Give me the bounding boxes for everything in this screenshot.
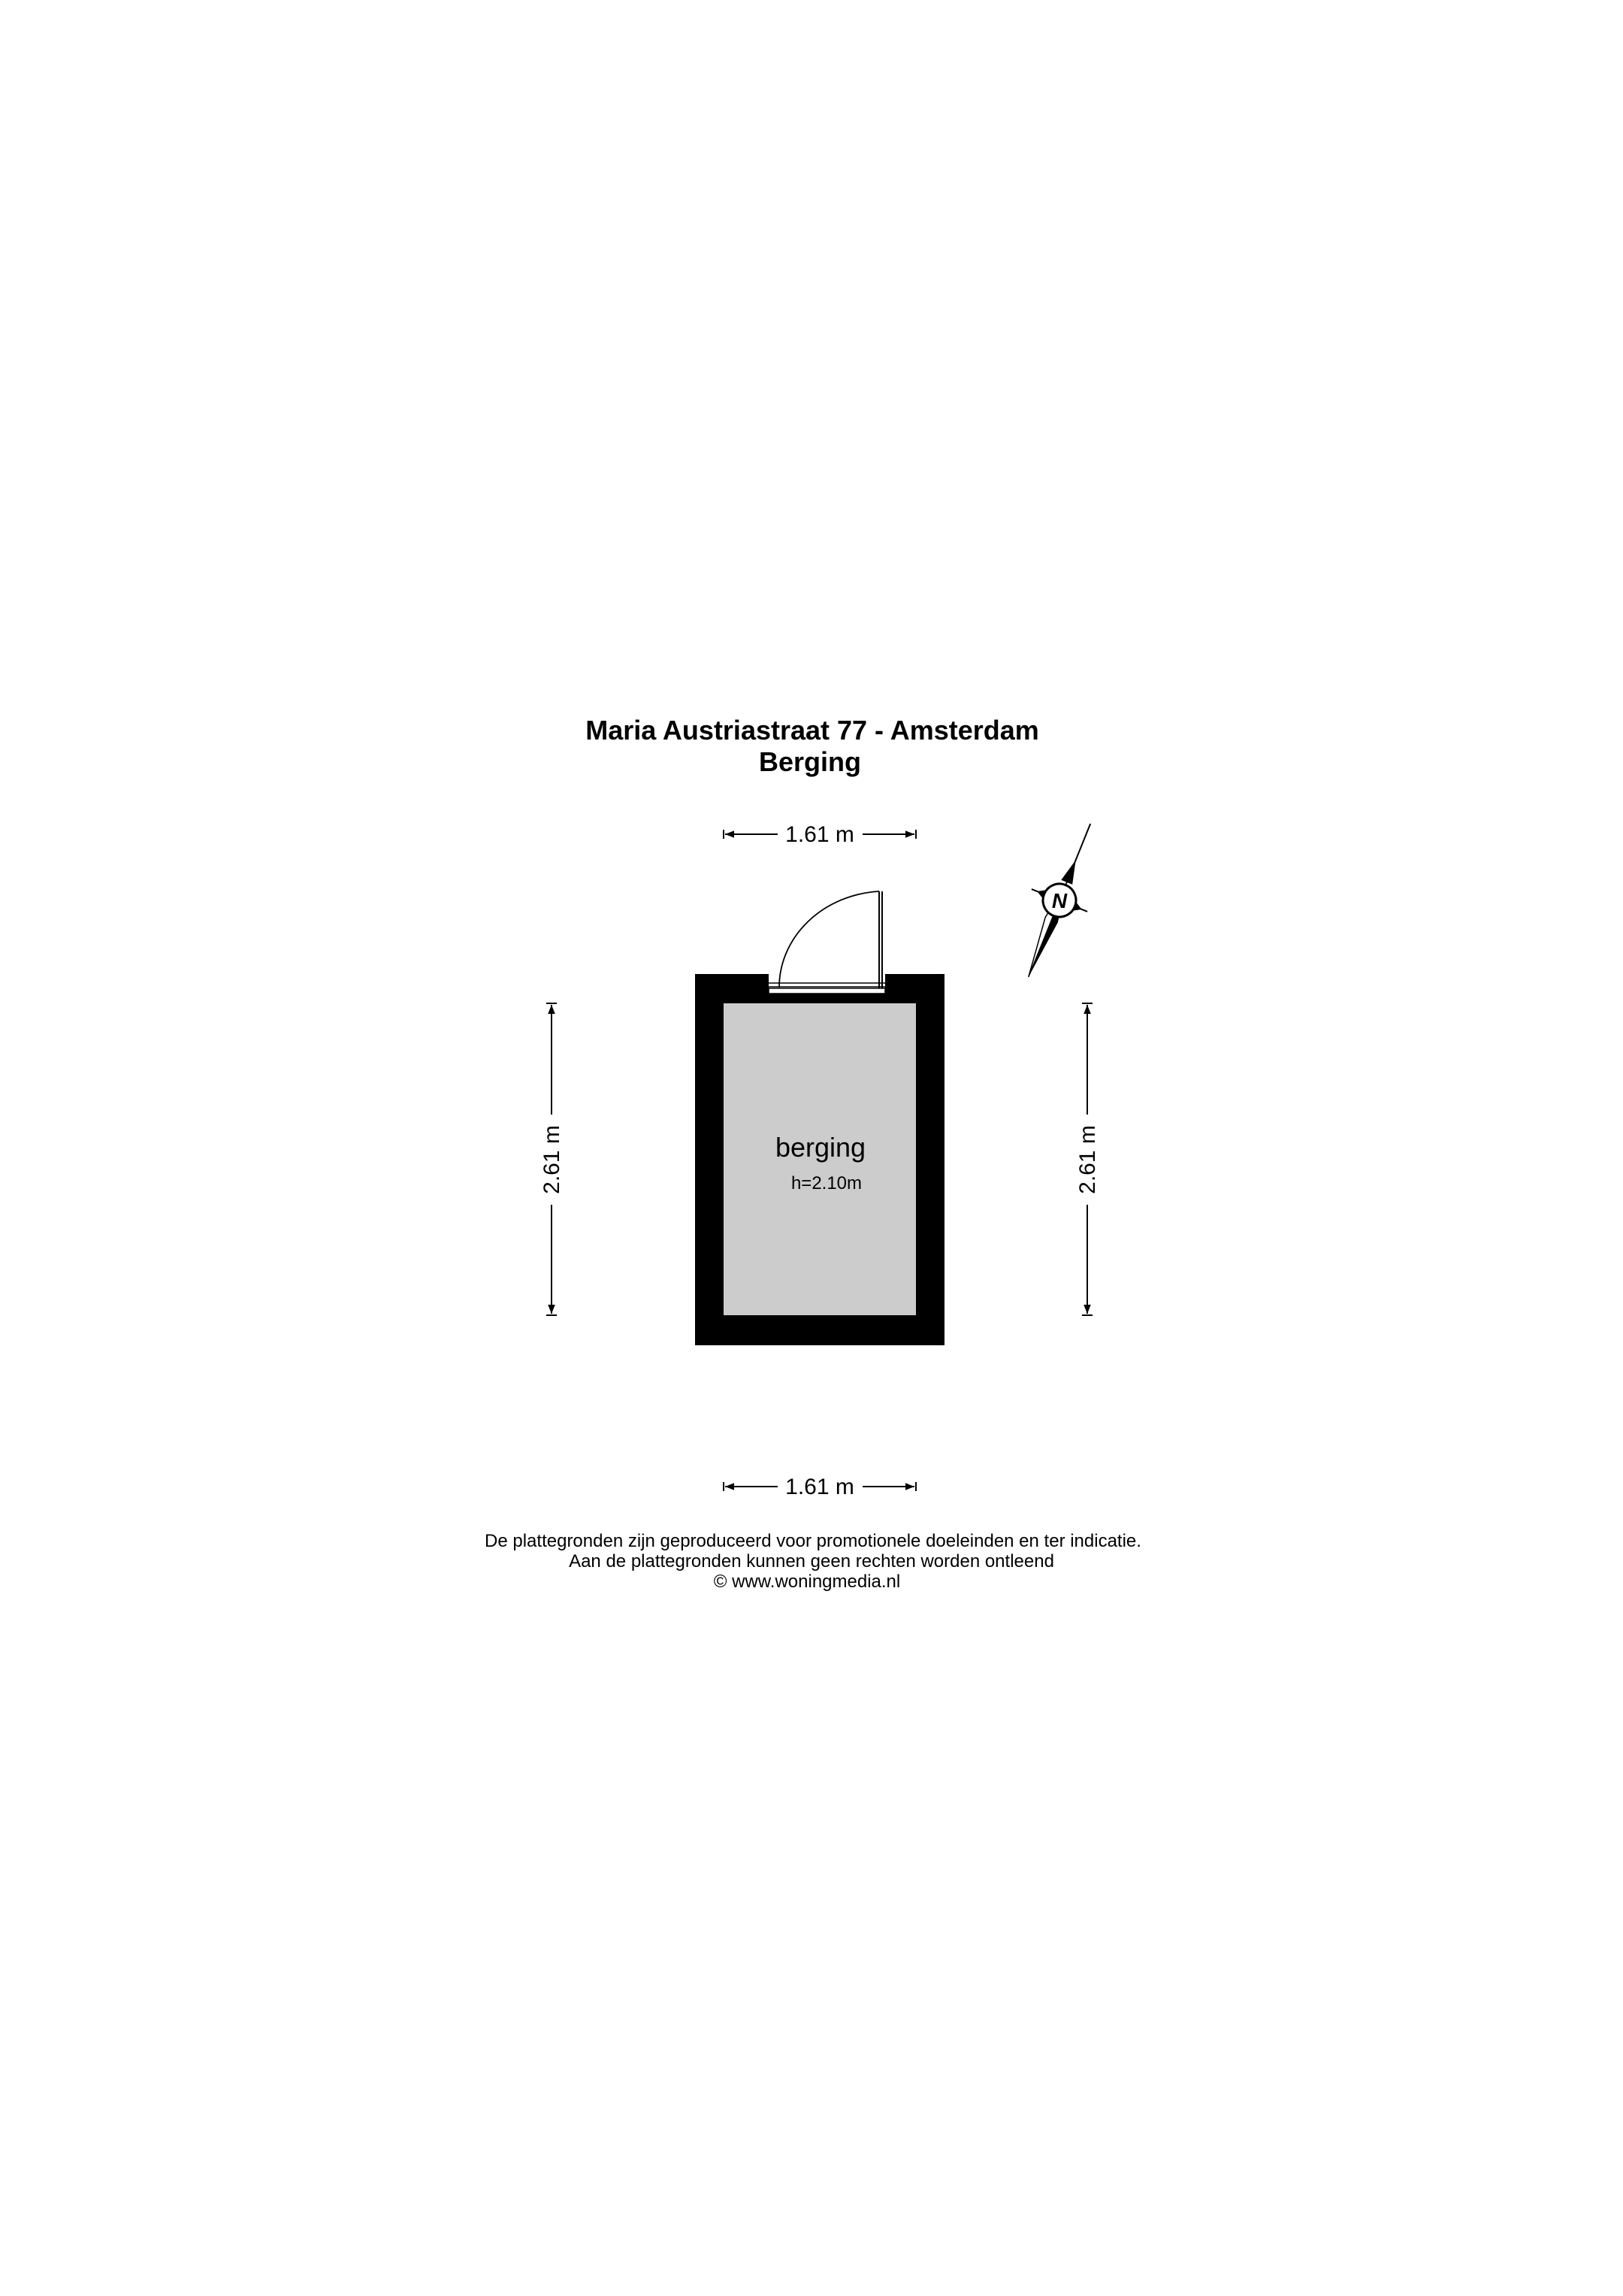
copyright-line: © www.woningmedia.nl <box>713 1572 901 1592</box>
disclaimer-line-2: Aan de plattegronden kunnen geen rechten worden ontleend <box>569 1551 1054 1572</box>
dimension-top <box>724 822 916 847</box>
dimension-right <box>1075 1003 1100 1315</box>
dimension-left <box>539 1003 564 1315</box>
north-arrow-icon <box>1001 812 1119 988</box>
dimension-left-label: 2.61 m <box>539 1125 564 1194</box>
room-height: h=2.10m <box>790 1173 863 1193</box>
dimension-bottom-label: 1.61 m <box>785 1475 854 1499</box>
door <box>769 891 885 994</box>
compass-label: N <box>1051 889 1068 912</box>
dimension-bottom <box>724 1475 916 1499</box>
plan-subtitle: Berging <box>758 746 861 777</box>
dimension-right-label: 2.61 m <box>1075 1125 1100 1194</box>
room-name: berging <box>775 1132 866 1163</box>
disclaimer-line-1: De plattegronden zijn geproduceerd voor promotionele doeleinden en ter indicatie. <box>485 1531 1141 1551</box>
plan-title: Maria Austriastraat 77 - Amsterdam <box>585 715 1039 746</box>
dimension-top-label: 1.61 m <box>785 822 854 847</box>
